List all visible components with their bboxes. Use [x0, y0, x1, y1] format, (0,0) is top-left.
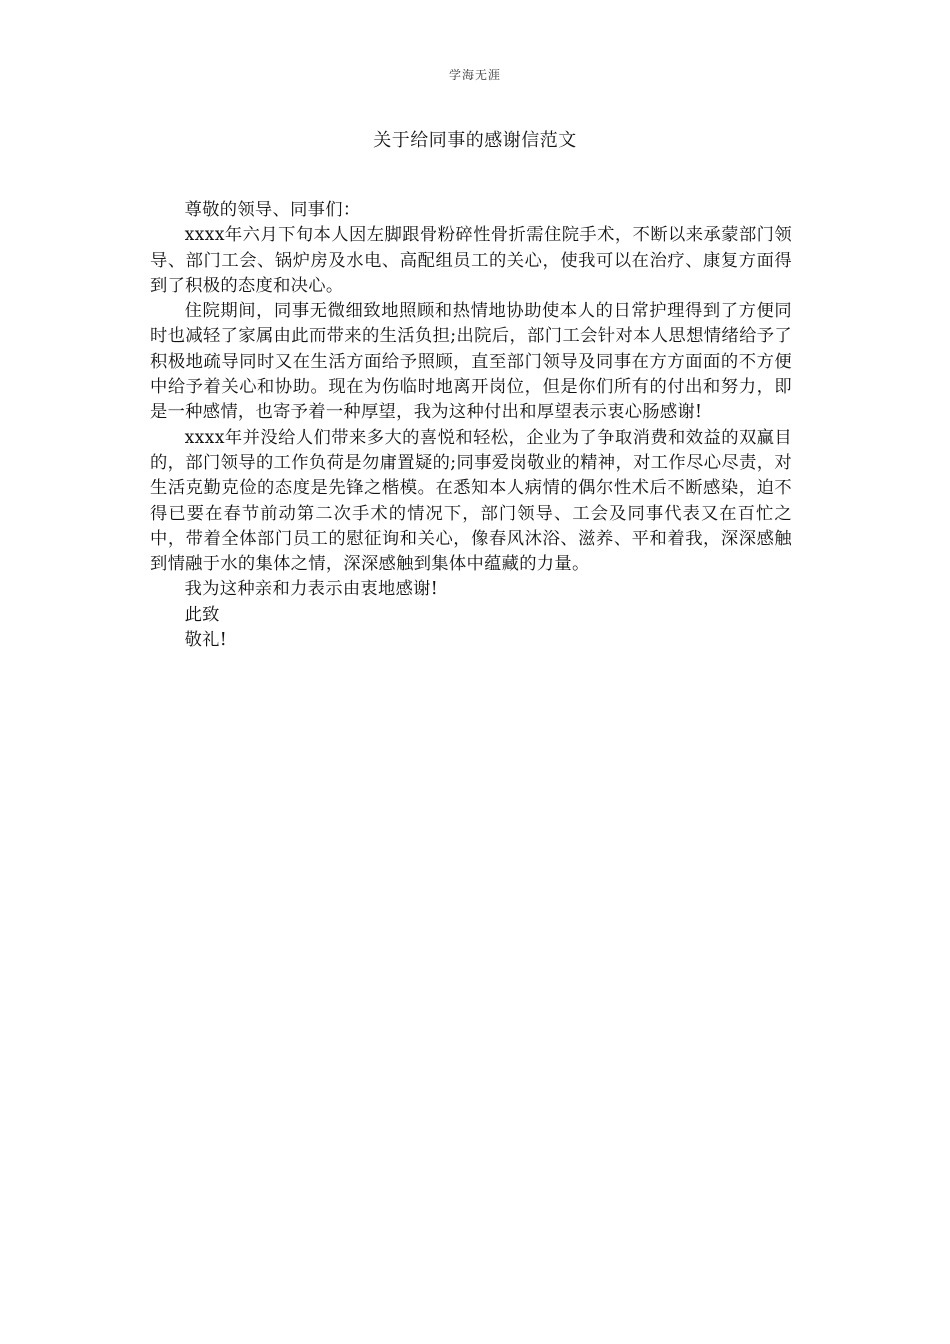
paragraph-3: xxxx年并没给人们带来多大的喜悦和轻松，企业为了争取消费和效益的双赢目的，部门领导的工作负荷是勿庸置疑的;同事爱岗敬业的精神，对工作尽心尽责，对生活克勤克俭的态度是先锋之楷模。在悉知本人病情的偶尔性术后不断感染，迫不得已要在春节前动第二次手术的情况下，部门领导、工会及同事代表又在百忙之中，带着全体部门员工的慰征询和关心，像春风沐浴、滋养、平和着我，深深感触到情融于水的集体之情，深深感触到集体中蕴藏的力量。 [150, 427, 792, 575]
closing-line-2: 敬礼! [184, 630, 228, 651]
paragraph-4: 我为这种亲和力表示由衷地感谢! [184, 579, 438, 600]
paragraph-2: 住院期间，同事无微细致地照顾和热情地协助使本人的日常护理得到了方便同时也减轻了家属由此而带来的生活负担;出院后，部门工会针对本人思想情绪给予了积极地疏导同时又在生活方面给予照顾，直至部门领导及同事在方方面面的不方便中给予着关心和协助。现在为伤临时地离开岗位，但是你们所有的付出和努力，即是一种感情，也寄予着一种厚望，我为这种付出和厚望表示衷心肠感谢! [150, 301, 792, 423]
document-title: 关于给同事的感谢信范文 [373, 130, 577, 151]
page-header: 学海无涯 [448, 68, 501, 82]
closing-line-1: 此致 [184, 604, 220, 625]
paragraph-1: xxxx年六月下旬本人因左脚跟骨粉碎性骨折需住院手术，不断以来承蒙部门领导、部门工会、锅炉房及水电、高配组员工的关心，使我可以在治疗、康复方面得到了积极的态度和决心。 [150, 225, 792, 296]
salutation: 尊敬的领导、同事们： [184, 200, 361, 220]
letter-body [150, 198, 792, 653]
